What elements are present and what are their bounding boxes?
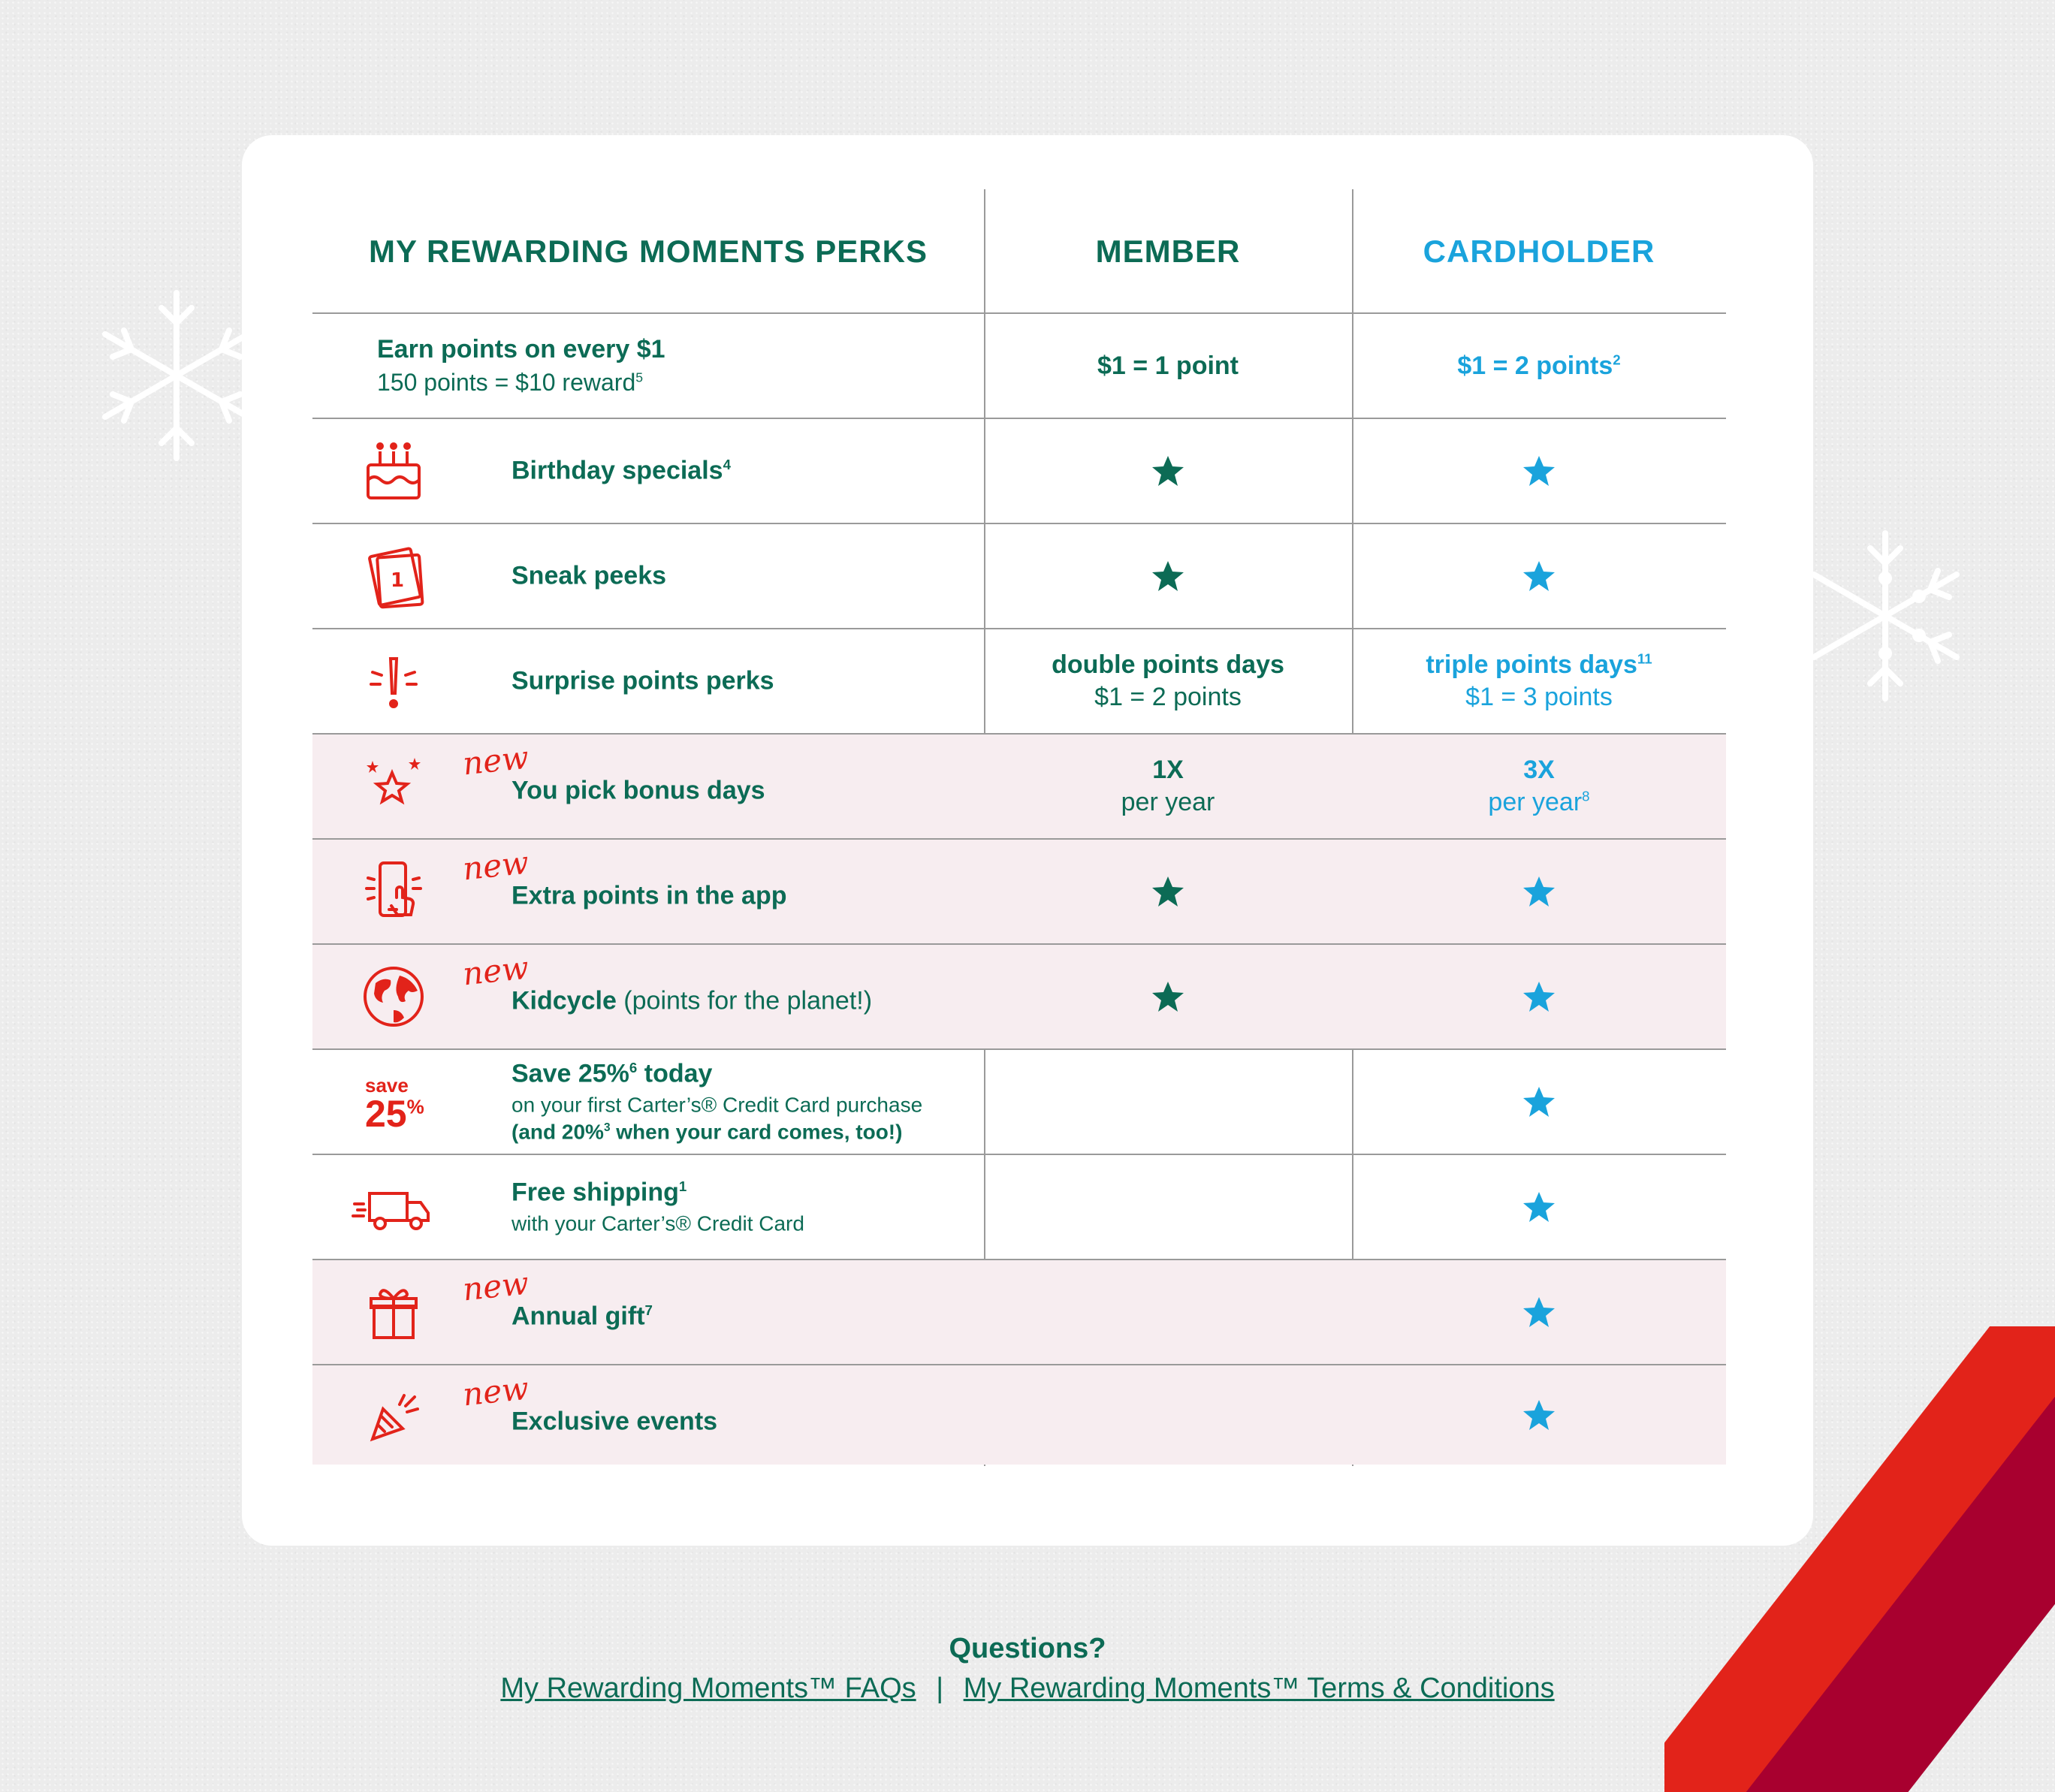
new-tag: new	[460, 1264, 531, 1308]
snowflake-left-icon	[90, 278, 263, 473]
table-row-save	[312, 1050, 1726, 1155]
header-cardholder: CARDHOLDER	[1423, 234, 1655, 269]
earn-member-value: $1 = 1 point	[1097, 351, 1239, 380]
shipping-sub: with your Carter’s® Credit Card	[511, 1211, 804, 1235]
cardholder-star-icon	[1522, 454, 1556, 487]
table-row-earn	[312, 314, 1726, 419]
gift-icon	[358, 1276, 430, 1348]
gift-label: Annual gift$^7$	[511, 1302, 653, 1331]
calendar-icon	[358, 540, 430, 612]
earn-sub: 150 points = $10 reward$^5$	[377, 369, 644, 396]
faq-link[interactable]: My Rewarding Moments™ FAQs	[500, 1673, 916, 1704]
link-separator: |	[936, 1673, 944, 1704]
cardholder-star-icon	[1522, 1190, 1556, 1223]
surprise-member-sub: $1 = 2 points	[1094, 683, 1242, 711]
header-member: MEMBER	[1095, 234, 1241, 269]
snowflake-right-icon	[1810, 518, 1960, 713]
table-row-sneak-peeks	[312, 524, 1726, 629]
sneak-label: Sneak peeks	[511, 561, 667, 590]
surprise-label: Surprise points perks	[511, 666, 774, 695]
perks-card	[242, 135, 1813, 1546]
youpick-member-sub: per year	[1121, 788, 1215, 816]
app-label: Extra points in the app	[511, 881, 787, 910]
member-star-icon	[1151, 560, 1184, 593]
cardholder-star-icon	[1522, 980, 1556, 1013]
terms-link[interactable]: My Rewarding Moments™ Terms & Conditions	[963, 1673, 1555, 1704]
member-star-icon	[1151, 454, 1184, 487]
party-popper-icon	[358, 1379, 430, 1451]
table-header	[312, 189, 1726, 314]
new-tag: new	[460, 738, 531, 783]
youpick-label: You pick bonus days	[511, 776, 765, 805]
surprise-cardholder-main: triple points days$^{11}$	[1426, 650, 1652, 679]
save-25-badge: save 25%	[365, 1074, 424, 1135]
save-sub2: (and 20%$^3$ when your card comes, too!)	[511, 1120, 903, 1144]
surprise-cardholder-sub: $1 = 3 points	[1465, 683, 1613, 711]
earn-cardholder-value: $1 = 2 points$^2$	[1457, 351, 1621, 380]
table-row-shipping	[312, 1155, 1726, 1260]
new-tag: new	[460, 843, 531, 888]
table-row-gift	[312, 1260, 1726, 1365]
cardholder-star-icon	[1522, 560, 1556, 593]
cardholder-star-icon	[1522, 875, 1556, 908]
perks-table	[312, 189, 1726, 1465]
kidcycle-label: Kidcycle (points for the planet!)	[511, 986, 873, 1015]
footer-question: Questions?	[949, 1633, 1106, 1664]
header-perks: MY REWARDING MOMENTS PERKS	[369, 234, 928, 269]
table-row-app	[312, 840, 1726, 945]
birthday-cake-icon	[358, 435, 430, 507]
birthday-label: Birthday specials$^4$	[511, 456, 731, 485]
new-tag: new	[460, 1369, 531, 1413]
youpick-cardholder-sub: per year$^8$	[1488, 788, 1590, 816]
star-sparkle-icon	[358, 750, 430, 822]
table-row-surprise	[312, 629, 1726, 735]
save-sub: on your first Carter’s® Credit Card purchase	[511, 1093, 923, 1117]
footer-links	[0, 1673, 2055, 1705]
shipping-label: Free shipping$^1$	[511, 1178, 687, 1207]
events-label: Exclusive events	[511, 1407, 718, 1436]
phone-tap-icon	[358, 855, 430, 928]
svg-text:1: 1	[391, 569, 405, 592]
earn-label: Earn points on every $1	[377, 335, 665, 364]
youpick-cardholder-main: 3X	[1523, 756, 1555, 784]
save-label: Save 25%$^6$ today	[511, 1059, 713, 1088]
table-row-kidcycle	[312, 945, 1726, 1050]
table-row-you-pick	[312, 735, 1726, 840]
table-row-events	[312, 1365, 1726, 1465]
member-star-icon	[1151, 875, 1184, 908]
exclamation-icon	[358, 645, 430, 717]
cardholder-star-icon	[1522, 1296, 1556, 1329]
table-row-birthday	[312, 419, 1726, 524]
globe-icon	[358, 961, 430, 1033]
youpick-member-main: 1X	[1152, 756, 1184, 784]
surprise-member-main: double points days	[1052, 650, 1284, 679]
new-tag: new	[460, 949, 531, 993]
member-star-icon	[1151, 980, 1184, 1013]
cardholder-star-icon	[1522, 1085, 1556, 1118]
footer	[0, 1633, 2055, 1705]
cardholder-star-icon	[1522, 1398, 1556, 1431]
truck-icon	[352, 1171, 434, 1243]
